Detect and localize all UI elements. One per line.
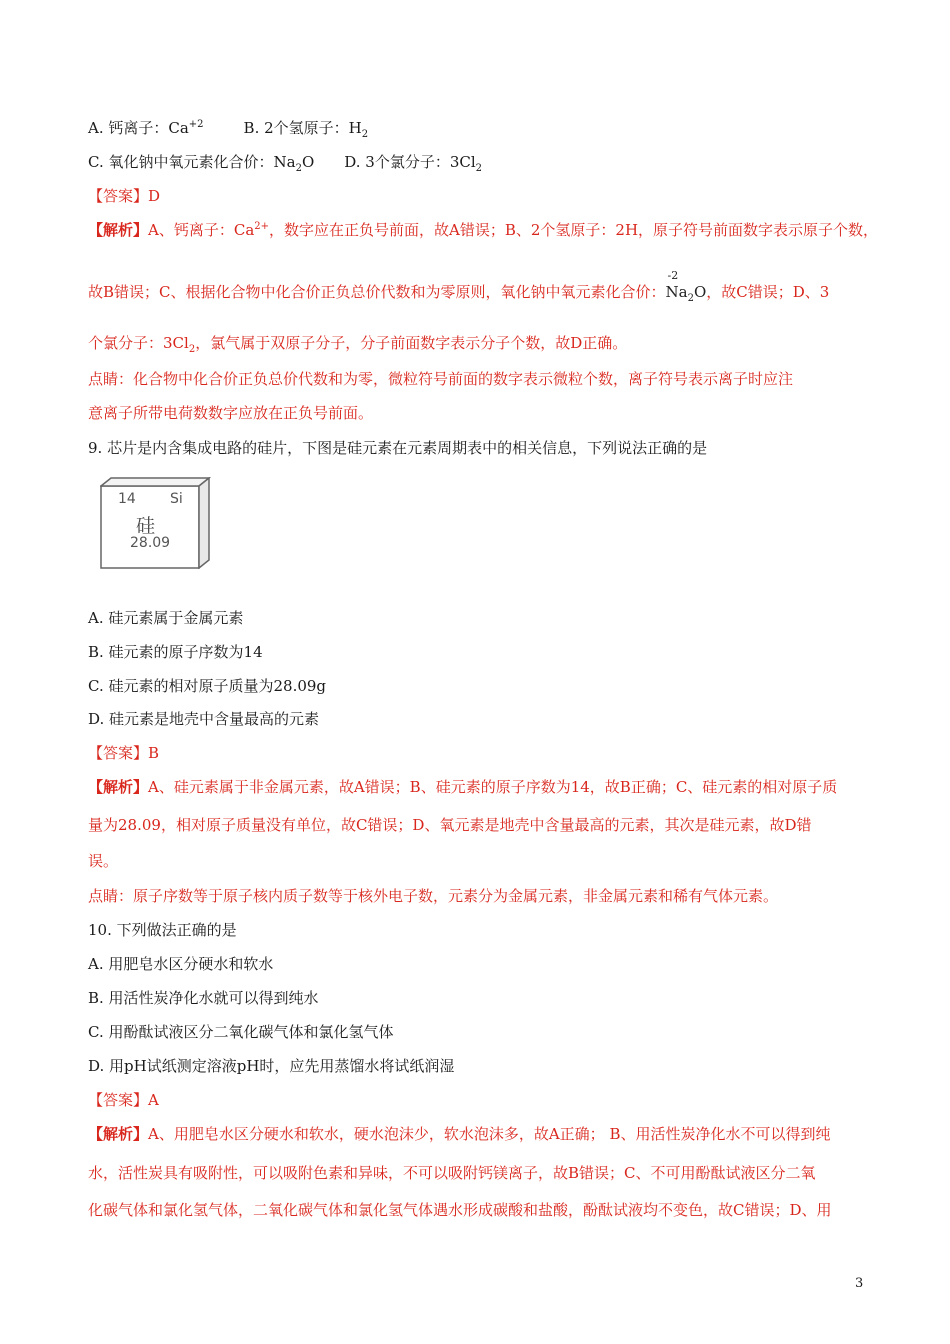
q9-exp1: A、硅元素属于非金属元素，故A错误；B、硅元素的原子序数为14，故B正确；C、硅元素的相对原子质: [148, 778, 838, 796]
q10-option-d: D. 用pH试纸测定溶液pH时，应先用蒸馏水将试纸润湿: [88, 1057, 455, 1075]
q8-explanation-line3: [88, 333, 627, 353]
q10-explanation-tag: 【解析】: [88, 1125, 149, 1143]
tile-symbol: Si: [170, 491, 183, 507]
q10-explanation-line1: [88, 1124, 830, 1144]
q10-answer: 【答案】A: [88, 1091, 159, 1109]
q9-explanation-tag: 【解析】: [88, 778, 149, 796]
q9-option-d: D. 硅元素是地壳中含量最高的元素: [88, 710, 320, 728]
q10-explanation-line2: 水，活性炭具有吸附性，可以吸附色素和异味，不可以吸附钙镁离子，故B错误；C、不可用酚酞试液区分二氧: [88, 1164, 816, 1182]
q9-option-a: A. 硅元素属于金属元素: [88, 609, 244, 627]
q8-option-d: D. 3个氯分子：3Cl: [344, 153, 476, 171]
q8-options-row1: [88, 118, 368, 138]
q8-exp3-sub: 2: [188, 344, 196, 355]
tile-atomic-number: 14: [118, 491, 136, 507]
q8-exp3-b: ，氯气属于双原子分子，分子前面数字表示分子个数，故D正确。: [195, 334, 628, 352]
q8-option-c-end: O: [301, 153, 315, 171]
q9-option-c: C. 硅元素的相对原子质量为28.09g: [88, 677, 327, 695]
tile-atomic-mass: 28.09: [130, 535, 171, 551]
sodium-oxide-valence: [665, 269, 707, 304]
q8-exp2-b: ，故C错误；D、3: [706, 283, 830, 301]
q8-option-c: C. 氧化钠中氧元素化合价：Na: [88, 153, 296, 171]
q8-exp1-b: ，数字应在正负号前面，故A错误；B、2个氢原子：2H，原子符号前面数字表示原子个数，: [269, 221, 879, 239]
q8-exp3-a: 个氯分子：3Cl: [88, 334, 189, 352]
q8-tip-line1: 点睛：化合物中化合价正负总价代数和为零，微粒符号前面的数字表示微粒个数，离子符号表示离子时应注: [88, 370, 794, 388]
formula-na-sub: 2: [687, 293, 694, 304]
q9-explanation-line2: 量为28.09，相对原子质量没有单位，故C错误；D、氧元素是地壳中含量最高的元素，其次是硅元素，故D错: [88, 816, 812, 834]
q8-tip-line2: 意离子所带电荷数数字应放在正负号前面。: [88, 404, 374, 422]
q8-option-d-sub: 2: [475, 163, 483, 174]
q8-option-a: A. 钙离子：Ca: [88, 119, 189, 137]
page-number: 3: [855, 1276, 864, 1291]
q9-explanation-line1: [88, 777, 837, 797]
q9-answer: 【答案】B: [88, 744, 160, 762]
q8-option-c-sub: 2: [295, 163, 302, 174]
formula-na: Na: [665, 283, 688, 301]
q9-explanation-line3: 误。: [88, 852, 119, 870]
q9-tip: 点睛：原子序数等于原子核内质子数等于核外电子数，元素分为金属元素，非金属元素和稀有气体元素。: [88, 887, 779, 905]
q8-exp1-sup: 2+: [254, 221, 270, 232]
tile-frame: [100, 477, 212, 569]
q8-answer: 【答案】D: [88, 187, 161, 205]
q8-explanation-line1: [88, 220, 878, 240]
q10-exp1: A、用肥皂水区分硬水和软水，硬水泡沫少，软水泡沫多，故A正确； B、用活性炭净化水不可以得到纯: [148, 1125, 831, 1143]
silicon-element-tile: [100, 477, 212, 569]
q8-option-b-sub: 2: [361, 129, 369, 140]
q8-explanation-tag: 【解析】: [88, 221, 149, 239]
q8-explanation-line2: [88, 269, 830, 304]
q8-option-b: B. 2个氢原子：H: [243, 119, 362, 137]
q10-option-b: B. 用活性炭净化水就可以得到纯水: [88, 989, 319, 1007]
formula-o: O: [693, 283, 707, 301]
q9-question: 9. 芯片是内含集成电路的硅片，下图是硅元素在元素周期表中的相关信息，下列说法正确的是: [88, 439, 708, 457]
q10-question: 10. 下列做法正确的是: [88, 921, 237, 939]
q8-exp1-a: A、钙离子：Ca: [148, 221, 255, 239]
q10-option-a: A. 用肥皂水区分硬水和软水: [88, 955, 274, 973]
q8-exp2-a: 故B错误；C、根据化合物中化合价正负总价代数和为零原则，氧化钠中氧元素化合价：: [88, 283, 666, 301]
q9-option-b: B. 硅元素的原子序数为14: [88, 643, 263, 661]
tile-element-name: 硅: [136, 515, 156, 537]
q8-option-a-sup: +2: [188, 119, 204, 130]
q8-options-row2: [88, 152, 482, 172]
q10-option-c: C. 用酚酞试液区分二氧化碳气体和氯化氢气体: [88, 1023, 394, 1041]
q10-explanation-line3: 化碳气体和氯化氢气体，二氧化碳气体和氯化氢气体遇水形成碳酸和盐酸，酚酞试液均不变色，故C错误；D、用: [88, 1201, 832, 1219]
valence-mark: -2: [667, 269, 679, 282]
